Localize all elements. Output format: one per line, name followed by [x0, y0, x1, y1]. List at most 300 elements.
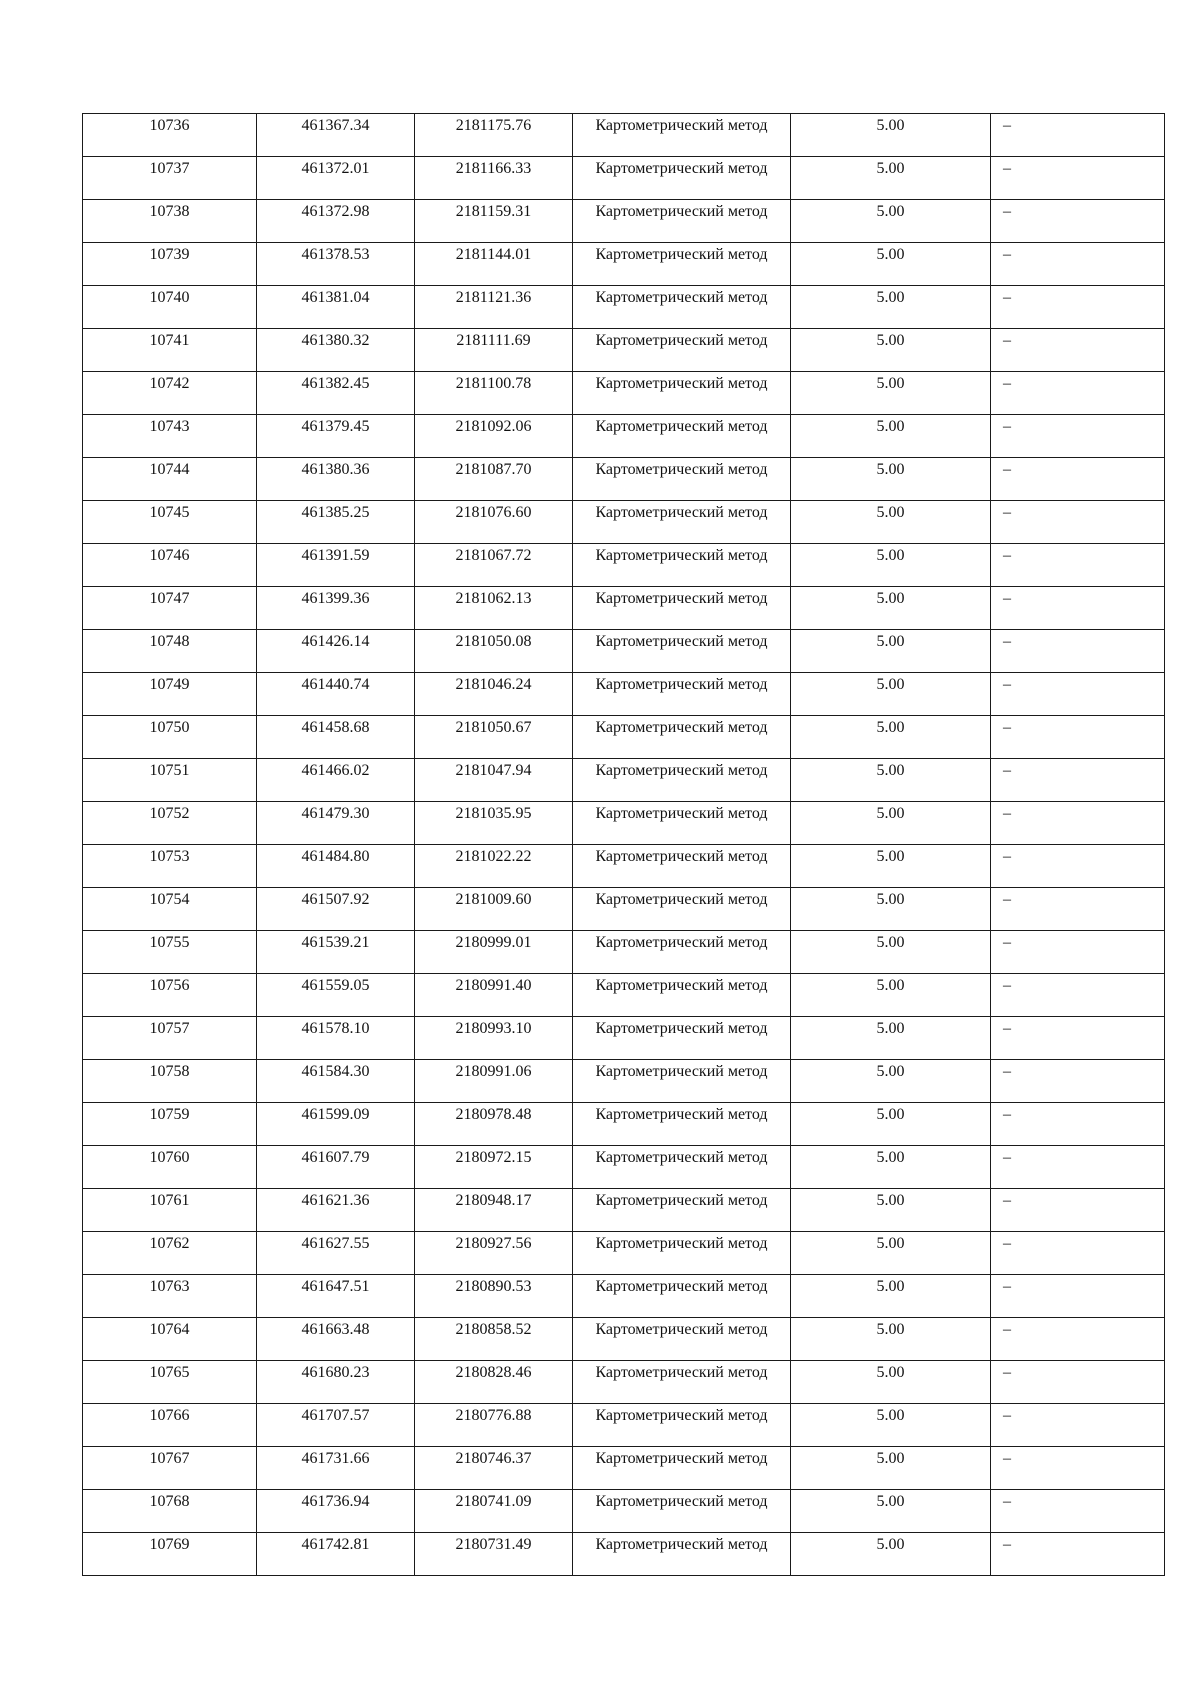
x-coordinate-cell: [257, 1103, 415, 1146]
x-coordinate-cell-text: 461707.57: [301, 1407, 370, 1424]
point-number-cell: [83, 974, 257, 1017]
note-cell-text: –: [1003, 1106, 1011, 1123]
y-coordinate-cell-text: 2181022.22: [455, 848, 532, 865]
note-cell-text: –: [1003, 1407, 1011, 1424]
method-cell-text: Картометрический метод: [595, 1407, 768, 1424]
note-cell-text: –: [1003, 1149, 1011, 1166]
x-coordinate-cell-text: 461731.66: [301, 1450, 370, 1467]
y-coordinate-cell: [415, 157, 573, 200]
note-cell: [991, 1318, 1165, 1361]
accuracy-cell-text: 5.00: [876, 1536, 905, 1553]
note-cell-text: –: [1003, 805, 1011, 822]
method-cell-text: Картометрический метод: [595, 160, 768, 177]
method-cell-text: Картометрический метод: [595, 762, 768, 779]
table-row: [83, 286, 1165, 329]
accuracy-cell: [791, 845, 991, 888]
note-cell-text: –: [1003, 418, 1011, 435]
note-cell: [991, 802, 1165, 845]
y-coordinate-cell: [415, 1146, 573, 1189]
y-coordinate-cell-text: 2181076.60: [455, 504, 532, 521]
y-coordinate-cell: [415, 544, 573, 587]
note-cell-text: –: [1003, 848, 1011, 865]
y-coordinate-cell: [415, 1103, 573, 1146]
table-row: [83, 630, 1165, 673]
note-cell: [991, 286, 1165, 329]
y-coordinate-cell: [415, 501, 573, 544]
method-cell: [573, 372, 791, 415]
point-number-cell: [83, 286, 257, 329]
method-cell: [573, 1017, 791, 1060]
y-coordinate-cell-text: 2181166.33: [455, 160, 532, 177]
accuracy-cell-text: 5.00: [876, 117, 905, 134]
point-number-cell-text: 10757: [149, 1020, 190, 1037]
point-number-cell-text: 10752: [149, 805, 190, 822]
x-coordinate-cell-text: 461607.79: [301, 1149, 370, 1166]
table-row: [83, 931, 1165, 974]
table-row: [83, 1275, 1165, 1318]
x-coordinate-cell: [257, 114, 415, 157]
y-coordinate-cell: [415, 372, 573, 415]
y-coordinate-cell-text: 2180978.48: [455, 1106, 532, 1123]
note-cell: [991, 630, 1165, 673]
accuracy-cell: [791, 1490, 991, 1533]
point-number-cell: [83, 888, 257, 931]
method-cell: [573, 587, 791, 630]
y-coordinate-cell: [415, 802, 573, 845]
table-row: [83, 802, 1165, 845]
note-cell: [991, 415, 1165, 458]
x-coordinate-cell-text: 461399.36: [301, 590, 370, 607]
x-coordinate-cell-text: 461378.53: [301, 246, 370, 263]
point-number-cell-text: 10751: [149, 762, 190, 779]
method-cell: [573, 286, 791, 329]
point-number-cell-text: 10739: [149, 246, 190, 263]
note-cell-text: –: [1003, 934, 1011, 951]
table-row: [83, 415, 1165, 458]
table-row: [83, 544, 1165, 587]
note-cell: [991, 1533, 1165, 1576]
table-row: [83, 888, 1165, 931]
x-coordinate-cell-text: 461647.51: [301, 1278, 370, 1295]
coordinates-table: [82, 113, 1165, 1576]
method-cell: [573, 329, 791, 372]
accuracy-cell-text: 5.00: [876, 633, 905, 650]
note-cell: [991, 974, 1165, 1017]
method-cell-text: Картометрический метод: [595, 1321, 768, 1338]
x-coordinate-cell-text: 461440.74: [301, 676, 370, 693]
point-number-cell-text: 10742: [149, 375, 190, 392]
method-cell-text: Картометрический метод: [595, 1235, 768, 1252]
x-coordinate-cell: [257, 501, 415, 544]
method-cell: [573, 974, 791, 1017]
y-coordinate-cell: [415, 1533, 573, 1576]
accuracy-cell: [791, 759, 991, 802]
point-number-cell: [83, 1490, 257, 1533]
y-coordinate-cell: [415, 888, 573, 931]
y-coordinate-cell-text: 2181121.36: [455, 289, 532, 306]
table-row: [83, 1232, 1165, 1275]
point-number-cell-text: 10741: [149, 332, 190, 349]
x-coordinate-cell-text: 461539.21: [301, 934, 370, 951]
accuracy-cell: [791, 802, 991, 845]
y-coordinate-cell: [415, 931, 573, 974]
point-number-cell-text: 10765: [149, 1364, 190, 1381]
x-coordinate-cell: [257, 372, 415, 415]
accuracy-cell: [791, 673, 991, 716]
x-coordinate-cell-text: 461372.01: [301, 160, 370, 177]
point-number-cell-text: 10767: [149, 1450, 190, 1467]
x-coordinate-cell: [257, 1404, 415, 1447]
point-number-cell: [83, 372, 257, 415]
accuracy-cell: [791, 286, 991, 329]
x-coordinate-cell-text: 461381.04: [301, 289, 370, 306]
x-coordinate-cell: [257, 759, 415, 802]
point-number-cell-text: 10748: [149, 633, 190, 650]
y-coordinate-cell: [415, 1361, 573, 1404]
point-number-cell-text: 10758: [149, 1063, 190, 1080]
point-number-cell-text: 10753: [149, 848, 190, 865]
note-cell: [991, 587, 1165, 630]
y-coordinate-cell: [415, 329, 573, 372]
x-coordinate-cell: [257, 200, 415, 243]
y-coordinate-cell-text: 2180828.46: [455, 1364, 532, 1381]
x-coordinate-cell: [257, 845, 415, 888]
method-cell-text: Картометрический метод: [595, 1063, 768, 1080]
table-row: [83, 587, 1165, 630]
accuracy-cell-text: 5.00: [876, 504, 905, 521]
y-coordinate-cell-text: 2180999.01: [455, 934, 532, 951]
method-cell-text: Картометрический метод: [595, 590, 768, 607]
note-cell: [991, 759, 1165, 802]
accuracy-cell: [791, 1404, 991, 1447]
point-number-cell-text: 10746: [149, 547, 190, 564]
method-cell-text: Картометрический метод: [595, 289, 768, 306]
x-coordinate-cell-text: 461584.30: [301, 1063, 370, 1080]
y-coordinate-cell-text: 2181175.76: [455, 117, 532, 134]
note-cell-text: –: [1003, 633, 1011, 650]
method-cell-text: Картометрический метод: [595, 1536, 768, 1553]
y-coordinate-cell: [415, 845, 573, 888]
method-cell-text: Картометрический метод: [595, 547, 768, 564]
point-number-cell: [83, 1146, 257, 1189]
note-cell: [991, 372, 1165, 415]
method-cell: [573, 1318, 791, 1361]
method-cell-text: Картометрический метод: [595, 203, 768, 220]
x-coordinate-cell-text: 461627.55: [301, 1235, 370, 1252]
x-coordinate-cell-text: 461426.14: [301, 633, 370, 650]
accuracy-cell-text: 5.00: [876, 1407, 905, 1424]
point-number-cell: [83, 845, 257, 888]
method-cell: [573, 1490, 791, 1533]
point-number-cell-text: 10738: [149, 203, 190, 220]
table-row: [83, 759, 1165, 802]
accuracy-cell: [791, 974, 991, 1017]
point-number-cell-text: 10762: [149, 1235, 190, 1252]
x-coordinate-cell: [257, 888, 415, 931]
method-cell: [573, 1060, 791, 1103]
x-coordinate-cell: [257, 673, 415, 716]
table-row: [83, 1447, 1165, 1490]
note-cell-text: –: [1003, 1321, 1011, 1338]
method-cell-text: Картометрический метод: [595, 332, 768, 349]
x-coordinate-cell: [257, 243, 415, 286]
y-coordinate-cell-text: 2181159.31: [455, 203, 532, 220]
method-cell: [573, 1232, 791, 1275]
note-cell-text: –: [1003, 1235, 1011, 1252]
y-coordinate-cell-text: 2181067.72: [455, 547, 532, 564]
x-coordinate-cell: [257, 1318, 415, 1361]
method-cell: [573, 759, 791, 802]
point-number-cell-text: 10743: [149, 418, 190, 435]
point-number-cell: [83, 1404, 257, 1447]
method-cell-text: Картометрический метод: [595, 1364, 768, 1381]
x-coordinate-cell: [257, 415, 415, 458]
accuracy-cell-text: 5.00: [876, 418, 905, 435]
table-row: [83, 1404, 1165, 1447]
accuracy-cell-text: 5.00: [876, 1321, 905, 1338]
table-row: [83, 673, 1165, 716]
note-cell-text: –: [1003, 719, 1011, 736]
y-coordinate-cell-text: 2181100.78: [455, 375, 532, 392]
method-cell: [573, 845, 791, 888]
accuracy-cell-text: 5.00: [876, 160, 905, 177]
accuracy-cell-text: 5.00: [876, 1020, 905, 1037]
note-cell-text: –: [1003, 246, 1011, 263]
y-coordinate-cell: [415, 716, 573, 759]
x-coordinate-cell: [257, 329, 415, 372]
x-coordinate-cell: [257, 716, 415, 759]
method-cell: [573, 1447, 791, 1490]
accuracy-cell-text: 5.00: [876, 203, 905, 220]
accuracy-cell: [791, 114, 991, 157]
point-number-cell: [83, 1017, 257, 1060]
accuracy-cell-text: 5.00: [876, 1192, 905, 1209]
method-cell-text: Картометрический метод: [595, 375, 768, 392]
point-number-cell-text: 10760: [149, 1149, 190, 1166]
x-coordinate-cell: [257, 458, 415, 501]
y-coordinate-cell-text: 2181144.01: [455, 246, 532, 263]
point-number-cell: [83, 802, 257, 845]
table-row: [83, 1189, 1165, 1232]
y-coordinate-cell: [415, 1017, 573, 1060]
note-cell: [991, 114, 1165, 157]
y-coordinate-cell: [415, 1060, 573, 1103]
accuracy-cell-text: 5.00: [876, 1063, 905, 1080]
x-coordinate-cell-text: 461466.02: [301, 762, 370, 779]
x-coordinate-cell: [257, 1447, 415, 1490]
point-number-cell-text: 10759: [149, 1106, 190, 1123]
accuracy-cell-text: 5.00: [876, 332, 905, 349]
note-cell: [991, 1232, 1165, 1275]
method-cell-text: Картометрический метод: [595, 461, 768, 478]
accuracy-cell: [791, 501, 991, 544]
x-coordinate-cell: [257, 587, 415, 630]
note-cell-text: –: [1003, 676, 1011, 693]
coordinates-table-body: [83, 114, 1165, 1576]
table-row: [83, 974, 1165, 1017]
point-number-cell: [83, 157, 257, 200]
accuracy-cell: [791, 1017, 991, 1060]
y-coordinate-cell: [415, 1189, 573, 1232]
accuracy-cell-text: 5.00: [876, 1278, 905, 1295]
y-coordinate-cell: [415, 286, 573, 329]
note-cell-text: –: [1003, 504, 1011, 521]
y-coordinate-cell-text: 2180991.40: [455, 977, 532, 994]
y-coordinate-cell: [415, 243, 573, 286]
x-coordinate-cell: [257, 802, 415, 845]
y-coordinate-cell: [415, 630, 573, 673]
method-cell-text: Картометрический метод: [595, 934, 768, 951]
method-cell: [573, 544, 791, 587]
note-cell: [991, 716, 1165, 759]
x-coordinate-cell-text: 461380.32: [301, 332, 370, 349]
note-cell: [991, 1447, 1165, 1490]
x-coordinate-cell-text: 461382.45: [301, 375, 370, 392]
point-number-cell: [83, 1189, 257, 1232]
point-number-cell: [83, 1103, 257, 1146]
point-number-cell: [83, 759, 257, 802]
point-number-cell-text: 10755: [149, 934, 190, 951]
table-row: [83, 1060, 1165, 1103]
table-row: [83, 114, 1165, 157]
method-cell-text: Картометрический метод: [595, 504, 768, 521]
x-coordinate-cell: [257, 931, 415, 974]
accuracy-cell: [791, 329, 991, 372]
accuracy-cell: [791, 157, 991, 200]
table-row: [83, 1361, 1165, 1404]
point-number-cell: [83, 1318, 257, 1361]
accuracy-cell: [791, 1533, 991, 1576]
y-coordinate-cell-text: 2180890.53: [455, 1278, 532, 1295]
table-row: [83, 716, 1165, 759]
note-cell-text: –: [1003, 547, 1011, 564]
accuracy-cell: [791, 630, 991, 673]
y-coordinate-cell: [415, 1447, 573, 1490]
accuracy-cell-text: 5.00: [876, 805, 905, 822]
point-number-cell: [83, 243, 257, 286]
y-coordinate-cell: [415, 1232, 573, 1275]
accuracy-cell: [791, 372, 991, 415]
note-cell-text: –: [1003, 891, 1011, 908]
note-cell-text: –: [1003, 160, 1011, 177]
note-cell-text: –: [1003, 1493, 1011, 1510]
y-coordinate-cell-text: 2180927.56: [455, 1235, 532, 1252]
point-number-cell-text: 10764: [149, 1321, 190, 1338]
method-cell-text: Картометрический метод: [595, 418, 768, 435]
point-number-cell-text: 10761: [149, 1192, 190, 1209]
accuracy-cell: [791, 243, 991, 286]
table-row: [83, 243, 1165, 286]
point-number-cell-text: 10750: [149, 719, 190, 736]
note-cell-text: –: [1003, 117, 1011, 134]
y-coordinate-cell-text: 2180776.88: [455, 1407, 532, 1424]
point-number-cell-text: 10754: [149, 891, 190, 908]
method-cell-text: Картометрический метод: [595, 1493, 768, 1510]
accuracy-cell: [791, 1318, 991, 1361]
accuracy-cell: [791, 1189, 991, 1232]
y-coordinate-cell-text: 2181009.60: [455, 891, 532, 908]
note-cell-text: –: [1003, 203, 1011, 220]
note-cell-text: –: [1003, 461, 1011, 478]
x-coordinate-cell: [257, 1361, 415, 1404]
table-row: [83, 200, 1165, 243]
note-cell: [991, 1361, 1165, 1404]
point-number-cell-text: 10766: [149, 1407, 190, 1424]
point-number-cell-text: 10756: [149, 977, 190, 994]
accuracy-cell-text: 5.00: [876, 289, 905, 306]
accuracy-cell: [791, 1060, 991, 1103]
method-cell-text: Картометрический метод: [595, 805, 768, 822]
note-cell: [991, 931, 1165, 974]
x-coordinate-cell: [257, 1189, 415, 1232]
note-cell: [991, 1017, 1165, 1060]
accuracy-cell: [791, 200, 991, 243]
note-cell: [991, 1189, 1165, 1232]
method-cell-text: Картометрический метод: [595, 1192, 768, 1209]
y-coordinate-cell: [415, 1490, 573, 1533]
accuracy-cell-text: 5.00: [876, 461, 905, 478]
point-number-cell: [83, 329, 257, 372]
y-coordinate-cell-text: 2180746.37: [455, 1450, 532, 1467]
note-cell: [991, 200, 1165, 243]
note-cell-text: –: [1003, 1450, 1011, 1467]
accuracy-cell-text: 5.00: [876, 1235, 905, 1252]
method-cell: [573, 888, 791, 931]
method-cell: [573, 200, 791, 243]
method-cell: [573, 1189, 791, 1232]
accuracy-cell: [791, 1275, 991, 1318]
accuracy-cell: [791, 1146, 991, 1189]
table-row: [83, 1318, 1165, 1361]
point-number-cell-text: 10737: [149, 160, 190, 177]
note-cell: [991, 1103, 1165, 1146]
y-coordinate-cell: [415, 114, 573, 157]
note-cell: [991, 673, 1165, 716]
accuracy-cell-text: 5.00: [876, 246, 905, 263]
note-cell-text: –: [1003, 289, 1011, 306]
x-coordinate-cell-text: 461559.05: [301, 977, 370, 994]
x-coordinate-cell-text: 461507.92: [301, 891, 370, 908]
x-coordinate-cell: [257, 630, 415, 673]
accuracy-cell: [791, 458, 991, 501]
point-number-cell: [83, 630, 257, 673]
table-row: [83, 329, 1165, 372]
point-number-cell: [83, 1533, 257, 1576]
method-cell: [573, 157, 791, 200]
y-coordinate-cell-text: 2180731.49: [455, 1536, 532, 1553]
point-number-cell: [83, 200, 257, 243]
note-cell: [991, 157, 1165, 200]
x-coordinate-cell: [257, 157, 415, 200]
method-cell: [573, 415, 791, 458]
note-cell-text: –: [1003, 332, 1011, 349]
table-row: [83, 501, 1165, 544]
note-cell: [991, 1490, 1165, 1533]
x-coordinate-cell-text: 461663.48: [301, 1321, 370, 1338]
accuracy-cell-text: 5.00: [876, 375, 905, 392]
y-coordinate-cell-text: 2181050.08: [455, 633, 532, 650]
accuracy-cell: [791, 587, 991, 630]
method-cell-text: Картометрический метод: [595, 117, 768, 134]
accuracy-cell-text: 5.00: [876, 676, 905, 693]
y-coordinate-cell: [415, 415, 573, 458]
note-cell: [991, 1275, 1165, 1318]
accuracy-cell: [791, 931, 991, 974]
accuracy-cell: [791, 544, 991, 587]
table-row: [83, 1103, 1165, 1146]
method-cell-text: Картометрический метод: [595, 633, 768, 650]
note-cell: [991, 1146, 1165, 1189]
